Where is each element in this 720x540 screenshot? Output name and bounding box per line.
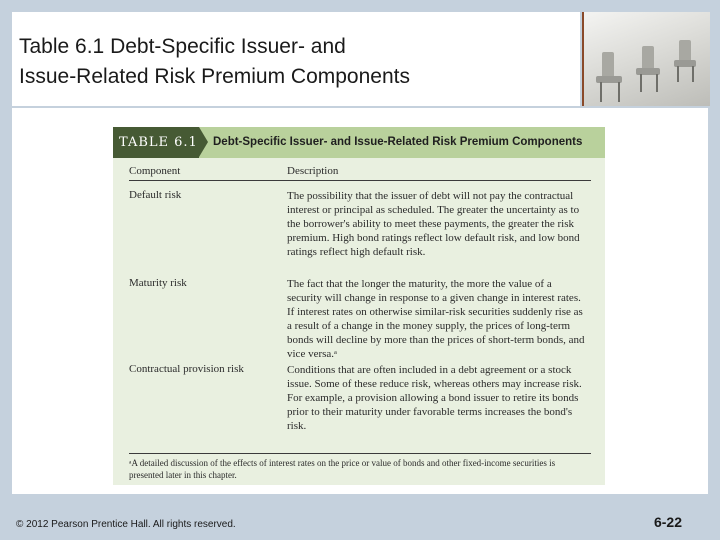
copyright-notice: © 2012 Pearson Prentice Hall. All rights reserved. <box>16 519 236 530</box>
column-header-description: Description <box>287 165 339 177</box>
table-title: Debt-Specific Issuer- and Issue-Related Risk Premium Components <box>213 136 583 148</box>
title-bar <box>12 12 580 106</box>
row-default-risk-component: Default risk <box>129 189 182 201</box>
table-header-bar <box>113 127 605 158</box>
table-footnote: ᵃA detailed discussion of the effects of interest rates on the price or value of bonds and other fixed-income securities is presented later in this chapter. <box>129 458 556 480</box>
footnote-rule <box>129 453 591 454</box>
conference-room-photo <box>582 12 710 106</box>
content-area <box>12 108 708 494</box>
slide-title-line-2: Issue-Related Risk Premium Components <box>19 65 410 88</box>
row-maturity-risk-component: Maturity risk <box>129 277 187 289</box>
row-contractual-risk-component: Contractual provision risk <box>129 363 244 375</box>
page-number: 6-22 <box>653 514 682 530</box>
slide-title <box>19 32 410 92</box>
slide-title-line-1: Table 6.1 Debt-Specific Issuer- and <box>19 35 346 58</box>
table-label-arrow <box>199 127 208 157</box>
header-rule <box>129 180 591 181</box>
table-number-label: TABLE 6.1 <box>113 127 199 158</box>
row-default-risk-description: The possibility that the issuer of debt will not pay the contractual interest or principal as scheduled. The greater the uncertainty as to the borrower's ability to meet these payments, the greater the risk premium. High bond ratings reflect low default risk, and low bond ratings reflect high default risk. <box>287 190 580 258</box>
column-header-component: Component <box>129 165 181 177</box>
row-contractual-risk-description: Conditions that are often included in a debt agreement or a stock issue. Some of these reduce risk, whereas others may increase risk. For example, a provision allowing a bond issuer to retire its bonds prior to their maturity under favorable terms increases the bond's risk. <box>287 364 582 432</box>
row-maturity-risk-description: The fact that the longer the maturity, the more the value of a security will change in response to a given change in interest rates. If interest rates on otherwise similar-risk securities suddenly rise as a result of a change in the money supply, the prices of long-term bonds will decline by more than the prices of short-term bonds, and vice versa.ᵃ <box>287 278 585 360</box>
risk-premium-table <box>113 127 605 485</box>
